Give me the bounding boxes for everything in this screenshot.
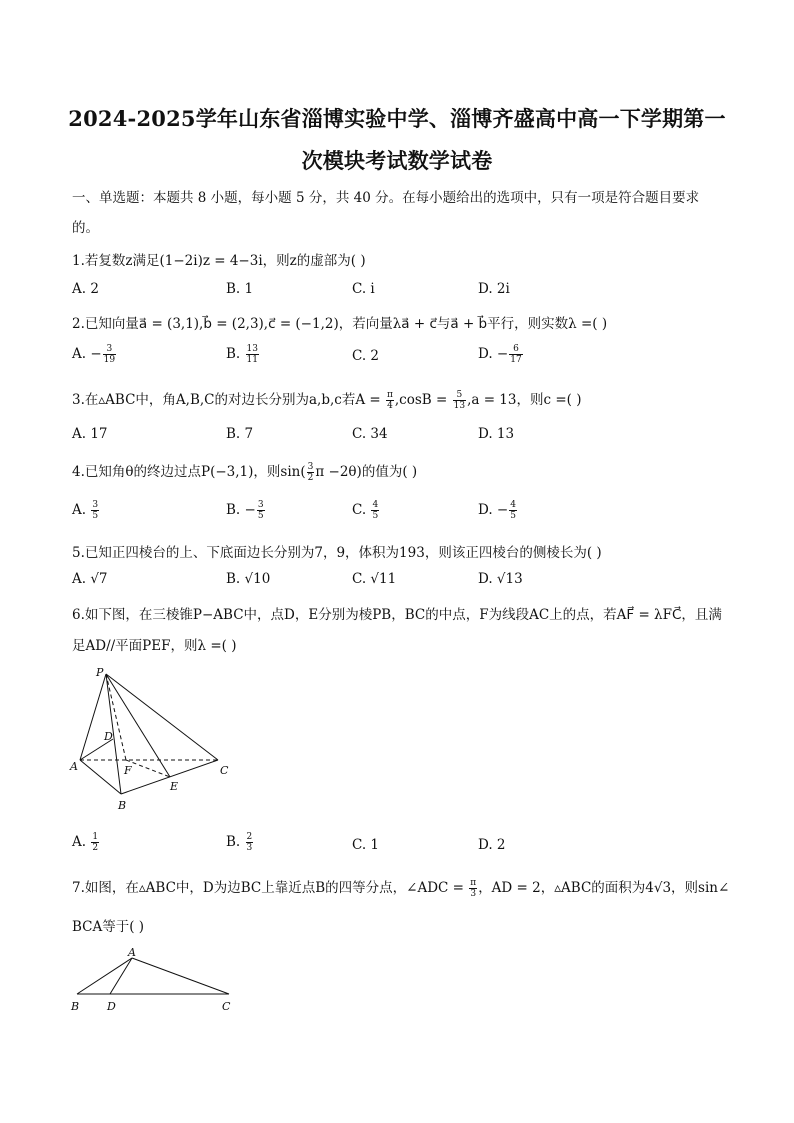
question-3-option-c: C. 34: [352, 426, 388, 442]
denominator: 2: [307, 473, 314, 483]
question-6-stem-line1: 6.如下图，在三棱锥P−ABC中，点D，E分别为棱PB，BC的中点，F为线段AC上的点，若AF⃗ = λFC⃗，且满: [72, 607, 722, 623]
stem-part: 4.已知角θ的终边过点P(−3,1)，则sin(: [72, 464, 306, 480]
question-5-option-a: A. √7: [72, 571, 108, 587]
option-prefix: D. −: [478, 346, 509, 362]
option-prefix: A.: [72, 834, 91, 850]
question-2-option-a: [72, 344, 117, 365]
numerator: 3: [92, 500, 99, 510]
denominator: 4: [387, 401, 393, 411]
section-instructions-line2: 的。: [72, 220, 99, 236]
option-prefix: B.: [226, 834, 245, 850]
question-6-option-b: [226, 832, 254, 853]
question-5-option-b: B. √10: [226, 571, 271, 587]
denominator: 17: [510, 355, 522, 365]
numerator: 13: [246, 344, 258, 354]
segment-pe: [106, 674, 170, 777]
edge-pa: [80, 674, 106, 760]
numerator: 4: [372, 500, 379, 510]
side-ac: [132, 958, 229, 994]
fraction: [103, 344, 116, 365]
denominator: 5: [257, 511, 264, 521]
exam-title-line2: 次模块考试数学试卷: [301, 148, 493, 173]
question-7-stem-line1: [72, 876, 729, 899]
numerator: π: [386, 390, 393, 400]
question-2-stem: 2.已知向量a⃗ = (3,1),b⃗ = (2,3),c⃗ = (−1,2)，若向量λa⃗ + c⃗与a⃗ + b⃗平行，则实数λ =( ): [72, 316, 608, 332]
question-2-option-b: [226, 344, 260, 365]
fraction: [453, 390, 466, 411]
stem-part: ,a = 13，则c =( ): [467, 392, 582, 408]
question-5-option-d: D. √13: [478, 571, 523, 587]
label-p: P: [96, 666, 104, 679]
fraction: [91, 832, 99, 853]
stem-part: π −2θ)的值为( ): [315, 464, 418, 480]
triangle-figure: [66, 944, 246, 1019]
denominator: 5: [92, 511, 99, 521]
fraction: [246, 344, 259, 365]
numerator: 3: [257, 500, 264, 510]
question-4-option-c: [352, 500, 380, 521]
fraction: [509, 344, 522, 365]
denominator: 5: [372, 511, 379, 521]
fraction: [246, 832, 254, 853]
segment-ad: [110, 958, 132, 994]
question-7-stem-line2: BCA等于( ): [72, 919, 145, 935]
option-prefix: D. −: [478, 502, 509, 518]
numerator: 5: [453, 390, 466, 401]
question-2-option-d: [478, 344, 524, 365]
stem-part: 7.如图，在▵ABC中，D为边BC上靠近点B的四等分点，∠ADC =: [72, 880, 469, 896]
option-prefix: A. −: [72, 346, 102, 362]
label-c: C: [222, 1000, 231, 1013]
question-3-stem: [72, 388, 581, 411]
edge-ab: [80, 760, 121, 794]
question-3-option-a: A. 17: [72, 426, 108, 442]
question-5-stem: 5.已知正四棱台的上、下底面边长分别为7，9，体积为193，则该正四棱台的侧棱长为( ): [72, 545, 602, 561]
denominator: 11: [246, 355, 258, 365]
option-prefix: C.: [352, 502, 371, 518]
exam-title-line1: 2024-2025学年山东省淄博实验中学、淄博齐盛高中高一下学期第一: [68, 106, 726, 131]
question-4-option-d: [478, 500, 518, 521]
question-3-option-b: B. 7: [226, 426, 254, 442]
numerator: 4: [510, 500, 516, 510]
question-6-option-d: D. 2: [478, 837, 506, 853]
fraction: [91, 500, 99, 521]
side-ab: [77, 958, 132, 994]
label-a: A: [70, 760, 78, 773]
denominator: 3: [470, 889, 477, 899]
question-1-option-a: A. 2: [72, 281, 99, 297]
question-5-option-c: C. √11: [352, 571, 397, 587]
fraction: [469, 878, 477, 899]
label-c: C: [220, 764, 229, 777]
label-e: E: [170, 780, 179, 793]
denominator: 19: [103, 355, 116, 365]
question-4-option-b: [226, 500, 266, 521]
fraction: [371, 500, 379, 521]
fraction: [257, 500, 265, 521]
question-4-stem: [72, 460, 417, 483]
question-6-option-a: [72, 832, 100, 853]
denominator: 2: [92, 843, 99, 853]
question-1-option-d: D. 2i: [478, 281, 510, 297]
label-b: B: [71, 1000, 80, 1013]
question-1-stem: 1.若复数z满足(1−2i)z = 4−3i，则z的虚部为( ): [72, 253, 366, 269]
numerator: 3: [103, 344, 116, 355]
numerator: 3: [307, 462, 314, 472]
label-b: B: [118, 799, 127, 812]
question-1-option-c: C. i: [352, 281, 375, 297]
option-prefix: B.: [226, 346, 245, 362]
numerator: π: [470, 878, 477, 888]
question-6-option-c: C. 1: [352, 837, 380, 853]
question-3-option-d: D. 13: [478, 426, 515, 442]
option-prefix: A.: [72, 502, 91, 518]
option-prefix: B. −: [226, 502, 256, 518]
stem-part: ,cosB =: [394, 392, 452, 408]
label-d: D: [104, 730, 113, 743]
denominator: 13: [453, 401, 466, 411]
label-f: F: [124, 764, 132, 777]
numerator: 2: [246, 832, 253, 842]
label-d: D: [107, 1000, 116, 1013]
question-1-option-b: B. 1: [226, 281, 254, 297]
question-2-option-c: C. 2: [352, 348, 380, 364]
question-4-option-a: [72, 500, 100, 521]
denominator: 5: [510, 511, 516, 521]
numerator: 6: [509, 344, 522, 355]
numerator: 1: [92, 832, 99, 842]
label-a: A: [128, 946, 136, 959]
tetrahedron-figure: [66, 664, 236, 814]
segment-fe-hidden: [126, 760, 170, 777]
section-instructions-line1: 一、单选题：本题共 8 小题，每小题 5 分，共 40 分。在每小题给出的选项中，只有一项是符合题目要求: [72, 190, 700, 206]
stem-part: ，AD = 2，▵ABC的面积为4√3，则sin∠: [478, 880, 730, 896]
edge-pc: [106, 674, 218, 760]
stem-part: 3.在▵ABC中，角A,B,C的对边长分别为a,b,c若A =: [72, 392, 385, 408]
question-6-stem-line2: 足AD//平面PEF，则λ =( ): [72, 638, 237, 654]
fraction: [307, 462, 315, 483]
denominator: 3: [246, 843, 253, 853]
fraction: [509, 500, 517, 521]
fraction: [386, 390, 394, 411]
